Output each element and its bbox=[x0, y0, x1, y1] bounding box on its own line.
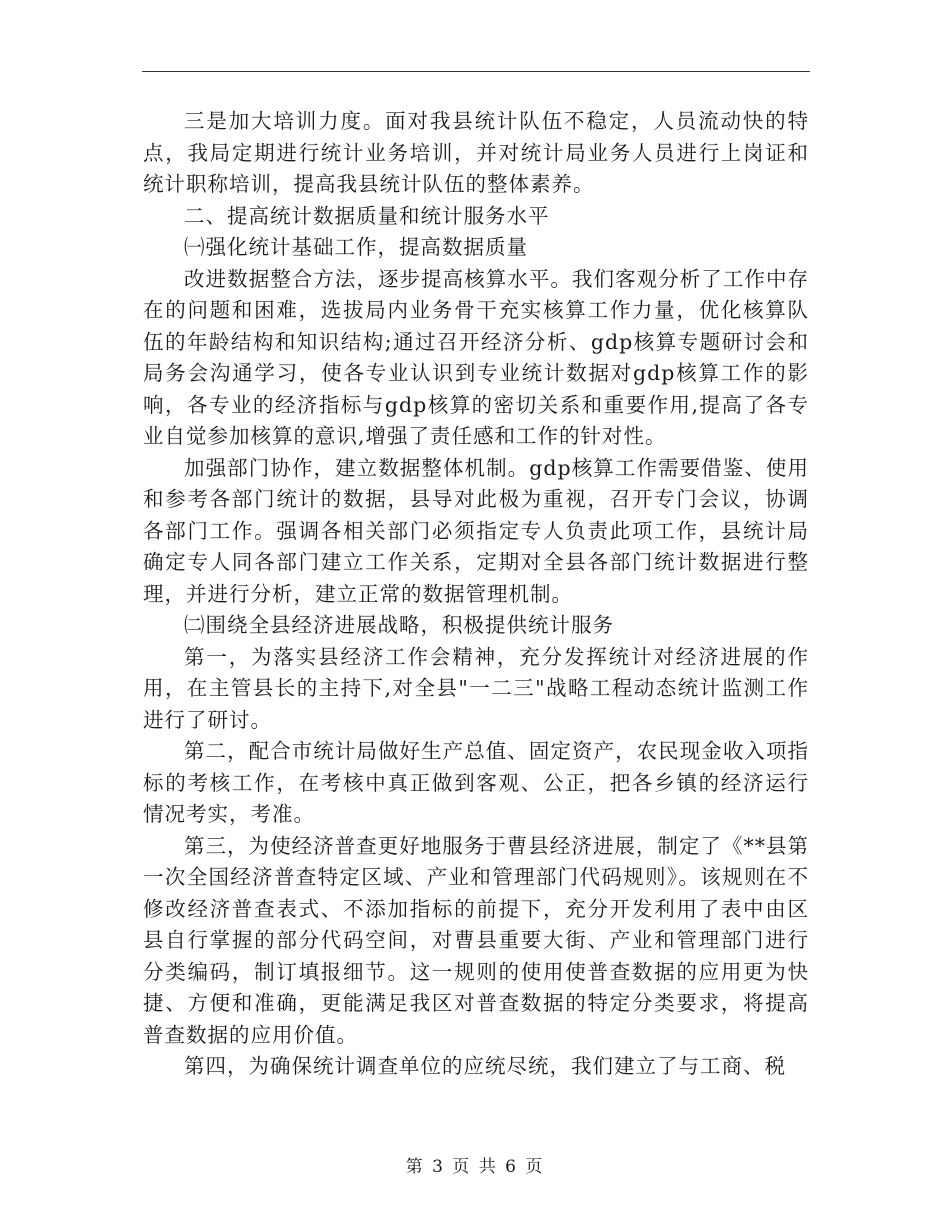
paragraph: 三是加大培训力度。面对我县统计队伍不稳定，人员流动快的特点，我局定期进行统计业务培训，并对统计局业务人员进行上岗证和统计职称培训，提高我县统计队伍的整体素养。 bbox=[143, 109, 809, 196]
subsection-heading: ㈠强化统计基础工作，提高数据质量 bbox=[184, 235, 528, 259]
paragraph: 改进数据整合方法，逐步提高核算水平。我们客观分析了工作中存在的问题和困难，选拔局内业务骨干充实核算工作力量，优化核算队伍的年龄结构和知识结构;通过召开经济分析、gdp核算专题研讨会和局务会沟通学习，使各专业认识到专业统计数据对gdp核算工作的影响，各专业的经济指标与gdp核算的密切关系和重要作用,提高了各专业自觉参加核算的意识,增强了责任感和工作的针对性。 bbox=[143, 266, 809, 448]
paragraph: 第一，为落实县经济工作会精神，充分发挥统计对经济进展的作用，在主管县长的主持下,对全县"一二三"战略工程动态统计监测工作进行了研讨。 bbox=[143, 644, 809, 732]
subsection-heading: ㈡围绕全县经济进展战略，积极提供统计服务 bbox=[184, 613, 614, 637]
section-heading: 二、提高统计数据质量和统计服务水平 bbox=[184, 203, 550, 228]
paragraph: 加强部门协作，建立数据整体机制。gdp核算工作需要借鉴、使用和参考各部门统计的数据，县导对此极为重视，召开专门会议，协调各部门工作。强调各相关部门必须指定专人负责此项工作，县统计局确定专人同各部门建立工作关系，定期对全县各部门统计数据进行整理，并进行分析，建立正常的数据管理机制。 bbox=[143, 455, 809, 606]
paragraph: 第三，为使经济普查更好地服务于曹县经济进展，制定了《**县第一次全国经济普查特定区域、产业和管理部门代码规则》。该规则在不修改经济普查表式、不添加指标的前提下，充分开发利用了表中由区县自行掌握的部分代码空间，对曹县重要大街、产业和管理部门进行分类编码，制订填报细节。这一规则的使用使普查数据的应用更为快捷、方便和准确，更能满足我区对普查数据的特定分类要求，将提高普查数据的应用价值。 bbox=[143, 833, 809, 1047]
page-number: 第 3 页 共 6 页 bbox=[405, 1157, 545, 1177]
document-body bbox=[143, 106, 809, 1083]
header-rule bbox=[142, 71, 810, 72]
paragraph: 第二，配合市统计局做好生产总值、固定资产，农民现金收入项指标的考核工作，在考核中真正做到客观、公正，把各乡镇的经济运行情况考实，考准。 bbox=[143, 739, 809, 826]
paragraph: 第四，为确保统计调查单位的应统尽统，我们建立了与工商、税 bbox=[184, 1054, 786, 1078]
